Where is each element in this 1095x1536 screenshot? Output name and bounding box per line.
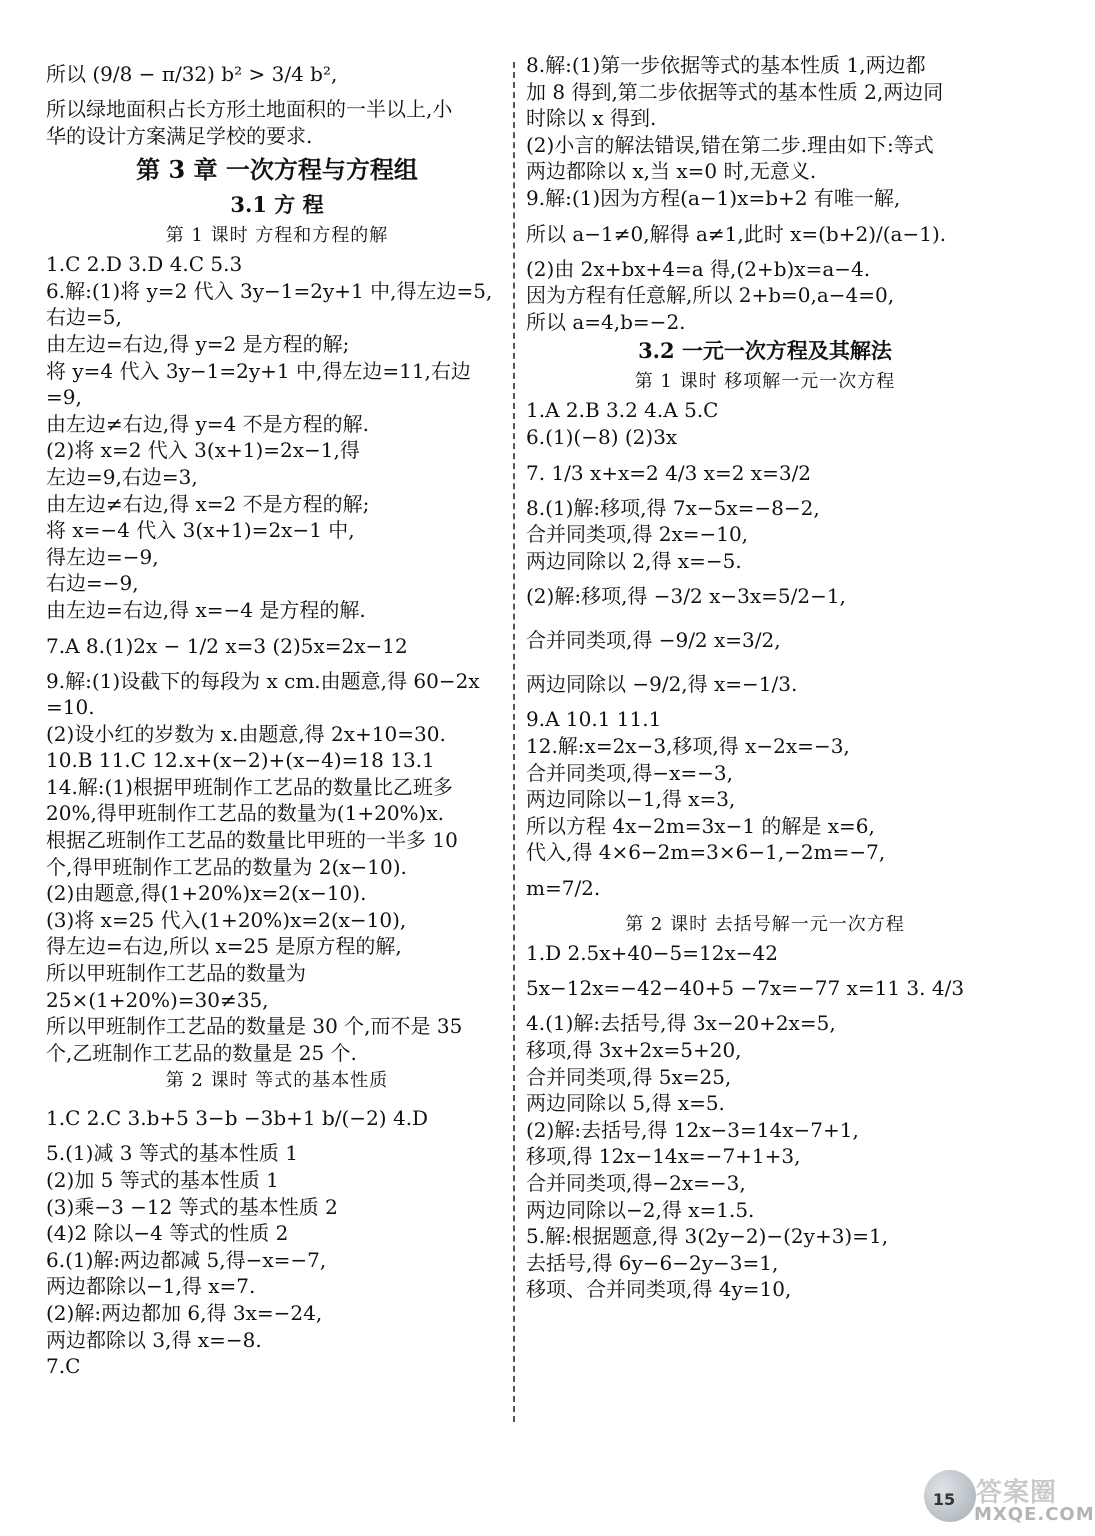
text-line: 9.解:(1)设截下的每段为 x cm.由题意,得 60−2x (46, 668, 480, 693)
section-heading: 第 3 章 一次方程与方程组 (136, 155, 418, 185)
text-line: (2)小言的解法错误,错在第二步.理由如下:等式 (526, 132, 934, 157)
text-line: 两边都除以 x,当 x=0 时,无意义. (526, 159, 817, 184)
text-line: (2)设小红的岁数为 x.由题意,得 2x+10=30. (46, 721, 446, 746)
text-line: 12.解:x=2x−3,移项,得 x−2x=−3, (526, 733, 850, 758)
section-heading: 第 1 课时 方程和方程的解 (165, 225, 389, 247)
text-line: 合并同类项,得 −9/2 x=3/2, (526, 628, 781, 653)
text-line: 20%,得甲班制作工艺品的数量为(1+20%)x. (46, 801, 444, 826)
text-line: (2)由 2x+bx+4=a 得,(2+b)x=a−4. (526, 256, 871, 281)
text-line: 个,得甲班制作工艺品的数量为 2(x−10). (46, 854, 407, 879)
text-line: 时除以 x 得到. (526, 106, 657, 131)
text-line: 加 8 得到,第二步依据等式的基本性质 2,两边同 (526, 79, 944, 104)
section-heading: 第 2 课时 去括号解一元一次方程 (625, 913, 905, 935)
text-line: (3)乘−3 −12 等式的基本性质 2 (46, 1194, 338, 1219)
text-line: 25×(1+20%)=30≠35, (46, 987, 269, 1012)
text-line: 1.C 2.D 3.D 4.C 5.3 (46, 252, 243, 277)
text-line: 所以甲班制作工艺品的数量是 30 个,而不是 35 (46, 1014, 463, 1039)
section-heading: 3.2 一元一次方程及其解法 (638, 338, 892, 364)
text-line: 两边同除以−1,得 x=3, (526, 787, 736, 812)
text-line: 将 y=4 代入 3y−1=2y+1 中,得左边=11,右边 (46, 358, 471, 383)
text-line: 5.解:根据题意,得 3(2y−2)−(2y+3)=1, (526, 1224, 889, 1249)
text-line: 由左边=右边,得 y=2 是方程的解; (46, 331, 350, 356)
text-line: 1.A 2.B 3.2 4.A 5.C (526, 398, 719, 423)
text-line: 左边=9,右边=3, (46, 464, 198, 489)
watermark-text: 答案圈 (976, 1478, 1058, 1508)
text-line: 将 x=−4 代入 3(x+1)=2x−1 中, (46, 518, 355, 543)
text-line: (2)解:移项,得 −3/2 x−3x=5/2−1, (526, 584, 846, 609)
section-heading: 3.1 方 程 (230, 192, 324, 218)
section-heading: 第 1 课时 移项解一元一次方程 (634, 371, 896, 393)
text-line: 7.C (46, 1354, 81, 1379)
text-line: (3)将 x=25 代入(1+20%)x=2(x−10), (46, 907, 407, 932)
text-line: 合并同类项,得 5x=25, (526, 1064, 732, 1089)
text-line: 8.解:(1)第一步依据等式的基本性质 1,两边都 (526, 53, 926, 77)
text-line: 两边同除以−2,得 x=1.5. (526, 1197, 755, 1222)
text-line: 所以方程 4x−2m=3x−1 的解是 x=6, (526, 813, 875, 838)
text-line: 所以 a=4,b=−2. (526, 309, 686, 334)
text-line: 6.解:(1)将 y=2 代入 3y−1=2y+1 中,得左边=5, (46, 278, 493, 303)
text-line: 两边都除以 3,得 x=−8. (46, 1327, 262, 1352)
text-line: 得左边=右边,所以 x=25 是原方程的解, (46, 934, 402, 959)
text-line: 两边同除以 5,得 x=5. (526, 1091, 725, 1116)
right-column (526, 52, 1004, 1303)
text-line: 合并同类项,得 2x=−10, (526, 522, 749, 547)
text-line: 所以 a−1≠0,解得 a≠1,此时 x=(b+2)/(a−1). (526, 221, 947, 246)
text-line: 右边=−9, (46, 571, 139, 596)
text-line: 1.C 2.C 3.b+5 3−b −3b+1 b/(−2) 4.D (46, 1106, 429, 1131)
text-line: 去括号,得 6y−6−2y−3=1, (526, 1250, 779, 1275)
text-line: 根据乙班制作工艺品的数量比甲班的一半多 10 (46, 828, 458, 853)
text-line: 两边同除以 2,得 x=−5. (526, 548, 742, 573)
text-line: 由左边≠右边,得 y=4 不是方程的解. (46, 411, 369, 436)
text-line: 移项,得 12x−14x=−7+1+3, (526, 1144, 801, 1169)
text-line: 得左边=−9, (46, 544, 159, 569)
text-line: m=7/2. (526, 875, 601, 900)
text-line: 移项、合并同类项,得 4y=10, (526, 1277, 792, 1302)
left-column (46, 52, 508, 1380)
text-line: (2)解:两边都加 6,得 3x=−24, (46, 1300, 323, 1325)
text-line: 6.(1)(−8) (2)3x (526, 424, 678, 449)
text-line: 因为方程有任意解,所以 2+b=0,a−4=0, (526, 283, 895, 308)
text-line: 4.(1)解:去括号,得 3x−20+2x=5, (526, 1011, 836, 1036)
text-line: (2)加 5 等式的基本性质 1 (46, 1168, 279, 1192)
column-divider (513, 62, 515, 1422)
page-number: 15 (932, 1490, 956, 1509)
text-line: 6.(1)解:两边都减 5,得−x=−7, (46, 1247, 327, 1272)
text-line: 1.D 2.5x+40−5=12x−42 (526, 940, 778, 965)
text-line: (2)由题意,得(1+20%)x=2(x−10). (46, 881, 367, 906)
text-line: 9.A 10.1 11.1 (526, 707, 662, 732)
text-line: 7. 1/3 x+x=2 4/3 x=2 x=3/2 (526, 460, 812, 485)
text-line: 华的设计方案满足学校的要求. (46, 123, 313, 148)
text-line: 合并同类项,得−2x=−3, (526, 1171, 746, 1196)
text-line: 个,乙班制作工艺品的数量是 25 个. (46, 1040, 357, 1065)
text-line: 合并同类项,得−x=−3, (526, 760, 733, 785)
text-line: 5.(1)减 3 等式的基本性质 1 (46, 1141, 298, 1166)
text-line: 14.解:(1)根据甲班制作工艺品的数量比乙班多 (46, 774, 453, 799)
text-line: 所以甲班制作工艺品的数量为 (46, 961, 306, 986)
text-line: 9.解:(1)因为方程(a−1)x=b+2 有唯一解, (526, 185, 901, 210)
text-line: 两边都除以−1,得 x=7. (46, 1274, 256, 1299)
text-line: 7.A 8.(1)2x − 1/2 x=3 (2)5x=2x−12 (46, 633, 408, 658)
text-line: =9, (46, 385, 82, 410)
text-line: 10.B 11.C 12.x+(x−2)+(x−4)=18 13.1 (46, 748, 435, 773)
text-line: (2)解:去括号,得 12x−3=14x−7+1, (526, 1117, 859, 1142)
text-line: 右边=5, (46, 305, 122, 330)
text-line: 5x−12x=−42−40+5 −7x=−77 x=11 3. 4/3 (526, 976, 965, 1001)
text-line: 由左边=右边,得 x=−4 是方程的解. (46, 597, 366, 622)
text-line: 代入,得 4×6−2m=3×6−1,−2m=−7, (526, 840, 886, 865)
text-line: 所以 (9/8 − π/32) b² > 3/4 b², (46, 62, 338, 86)
text-line: =10. (46, 695, 95, 720)
text-line: 所以绿地面积占长方形土地面积的一半以上,小 (46, 97, 453, 121)
text-line: (2)将 x=2 代入 3(x+1)=2x−1,得 (46, 438, 360, 463)
text-line: 移项,得 3x+2x=5+20, (526, 1038, 742, 1063)
text-line: 8.(1)解:移项,得 7x−5x=−8−2, (526, 495, 820, 520)
text-line: (4)2 除以−4 等式的性质 2 (46, 1221, 289, 1246)
section-heading: 第 2 课时 等式的基本性质 (165, 1070, 389, 1092)
text-line: 两边同除以 −9/2,得 x=−1/3. (526, 672, 798, 697)
text-line: 由左边≠右边,得 x=2 不是方程的解; (46, 491, 370, 516)
watermark-url: MXQE.COM (974, 1504, 1095, 1525)
